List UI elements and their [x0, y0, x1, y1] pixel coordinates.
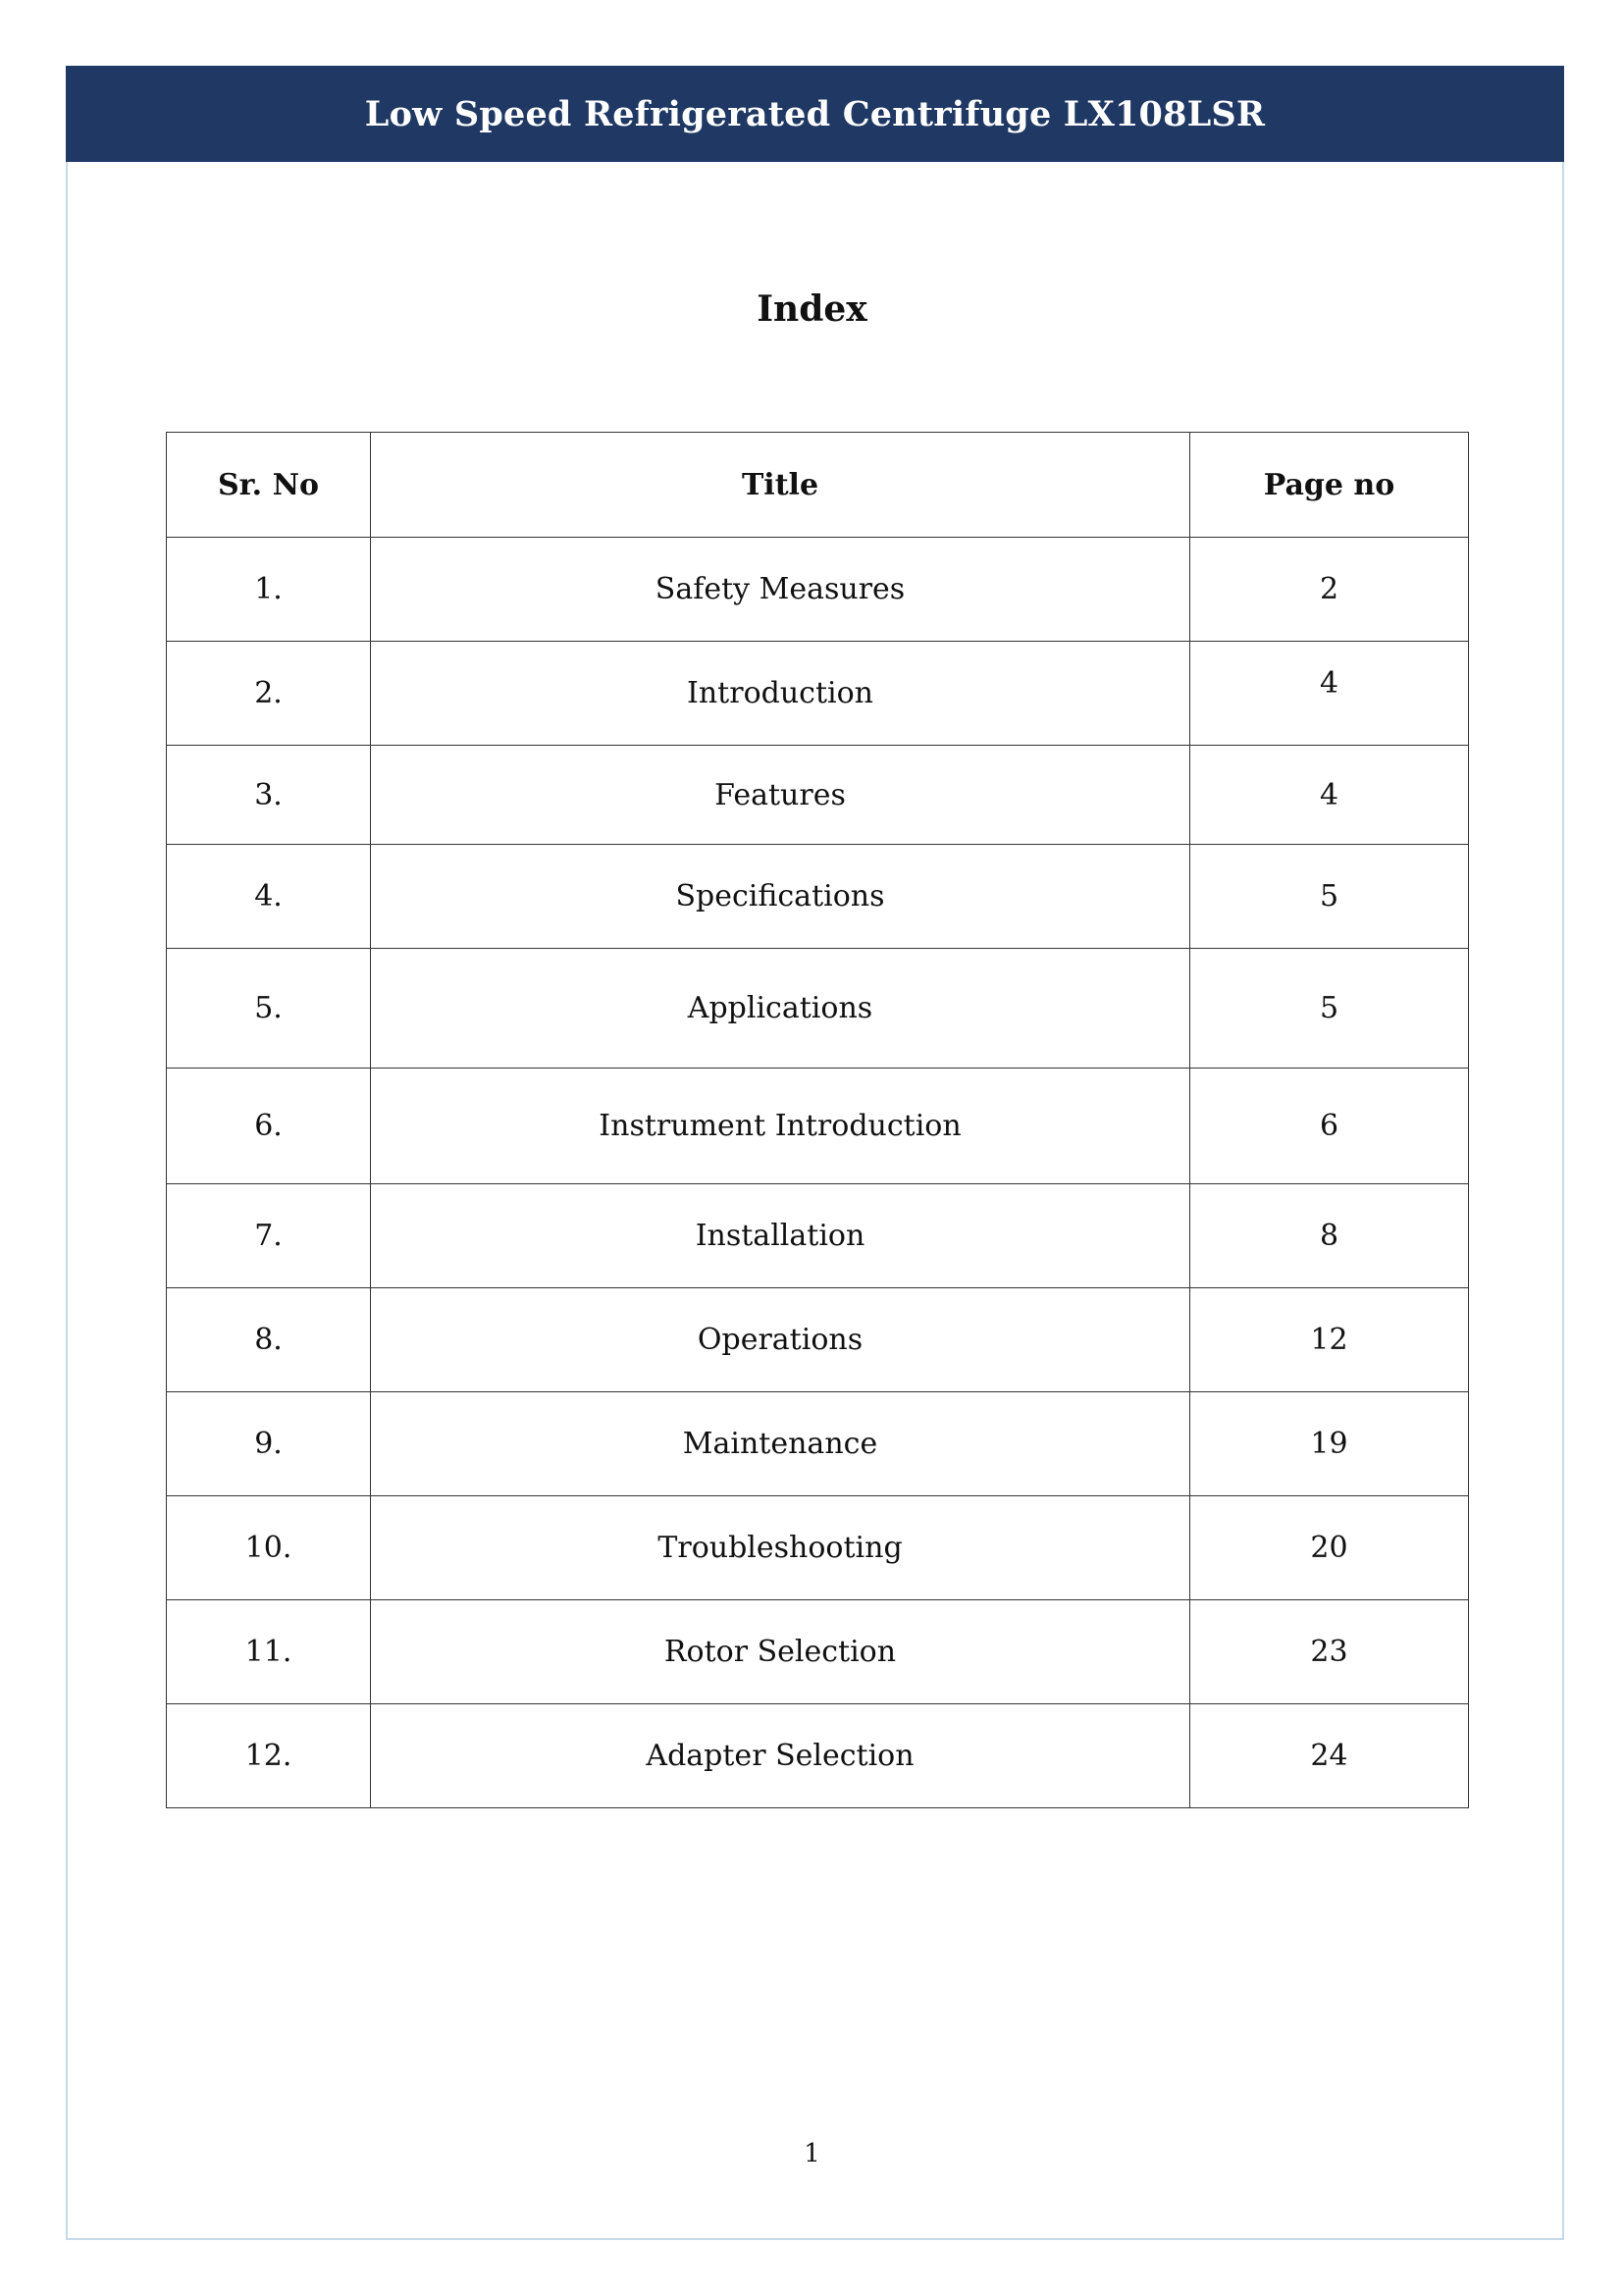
- row-page-no: 5: [1190, 949, 1469, 1069]
- table-row: [167, 1184, 1469, 1288]
- row-page-no: [1190, 642, 1469, 746]
- row-page-no: 2: [1190, 538, 1469, 642]
- document-title: Low Speed Refrigerated Centrifuge LX108LSR: [364, 93, 1266, 134]
- row-title: Applications: [371, 949, 1190, 1069]
- row-page-no: 4: [1190, 746, 1469, 845]
- row-sr-no: 2.: [167, 642, 371, 746]
- column-header-sr-no: Sr. No: [167, 433, 371, 538]
- row-sr-no: 5.: [167, 949, 371, 1069]
- index-table: [166, 432, 1469, 1808]
- row-page-no: 5: [1190, 845, 1469, 949]
- table-row: [167, 1392, 1469, 1496]
- table-row: [167, 845, 1469, 949]
- row-title: Rotor Selection: [371, 1600, 1190, 1704]
- row-sr-no: 4.: [167, 845, 371, 949]
- row-title: Adapter Selection: [371, 1704, 1190, 1808]
- table-header-row: [167, 433, 1469, 538]
- table-row: [167, 746, 1469, 845]
- row-page-no: 24: [1190, 1704, 1469, 1808]
- row-title: Safety Measures: [371, 538, 1190, 642]
- row-page-no: 6: [1190, 1069, 1469, 1184]
- row-sr-no: 10.: [167, 1496, 371, 1600]
- row-page-no: 19: [1190, 1392, 1469, 1496]
- table-row: [167, 1704, 1469, 1808]
- row-sr-no: 12.: [167, 1704, 371, 1808]
- table-row: [167, 1496, 1469, 1600]
- row-title: Features: [371, 746, 1190, 845]
- row-page-no: 23: [1190, 1600, 1469, 1704]
- row-page-no: 8: [1190, 1184, 1469, 1288]
- column-header-title: Title: [371, 433, 1190, 538]
- row-sr-no: 3.: [167, 746, 371, 845]
- table-row: [167, 538, 1469, 642]
- row-sr-no: 8.: [167, 1288, 371, 1392]
- row-sr-no: 11.: [167, 1600, 371, 1704]
- table-row: [167, 1600, 1469, 1704]
- row-sr-no: 7.: [167, 1184, 371, 1288]
- table-row: [167, 1069, 1469, 1184]
- row-page-no: 12: [1190, 1288, 1469, 1392]
- row-page-no: 20: [1190, 1496, 1469, 1600]
- row-title: Maintenance: [371, 1392, 1190, 1496]
- row-title: Introduction: [371, 642, 1190, 746]
- table-row: [167, 642, 1469, 746]
- row-title: Troubleshooting: [371, 1496, 1190, 1600]
- index-heading: Index: [757, 288, 867, 330]
- row-sr-no: 6.: [167, 1069, 371, 1184]
- document-header: [66, 66, 1564, 162]
- row-title: Installation: [371, 1184, 1190, 1288]
- table-row: [167, 949, 1469, 1069]
- row-title: Specifications: [371, 845, 1190, 949]
- row-page-no-value: 4: [1319, 666, 1339, 701]
- column-header-page-no: Page no: [1190, 433, 1469, 538]
- row-title: Operations: [371, 1288, 1190, 1392]
- table-row: [167, 1288, 1469, 1392]
- row-sr-no: 1.: [167, 538, 371, 642]
- row-sr-no: 9.: [167, 1392, 371, 1496]
- row-title: Instrument Introduction: [371, 1069, 1190, 1184]
- page-number: 1: [804, 2139, 820, 2168]
